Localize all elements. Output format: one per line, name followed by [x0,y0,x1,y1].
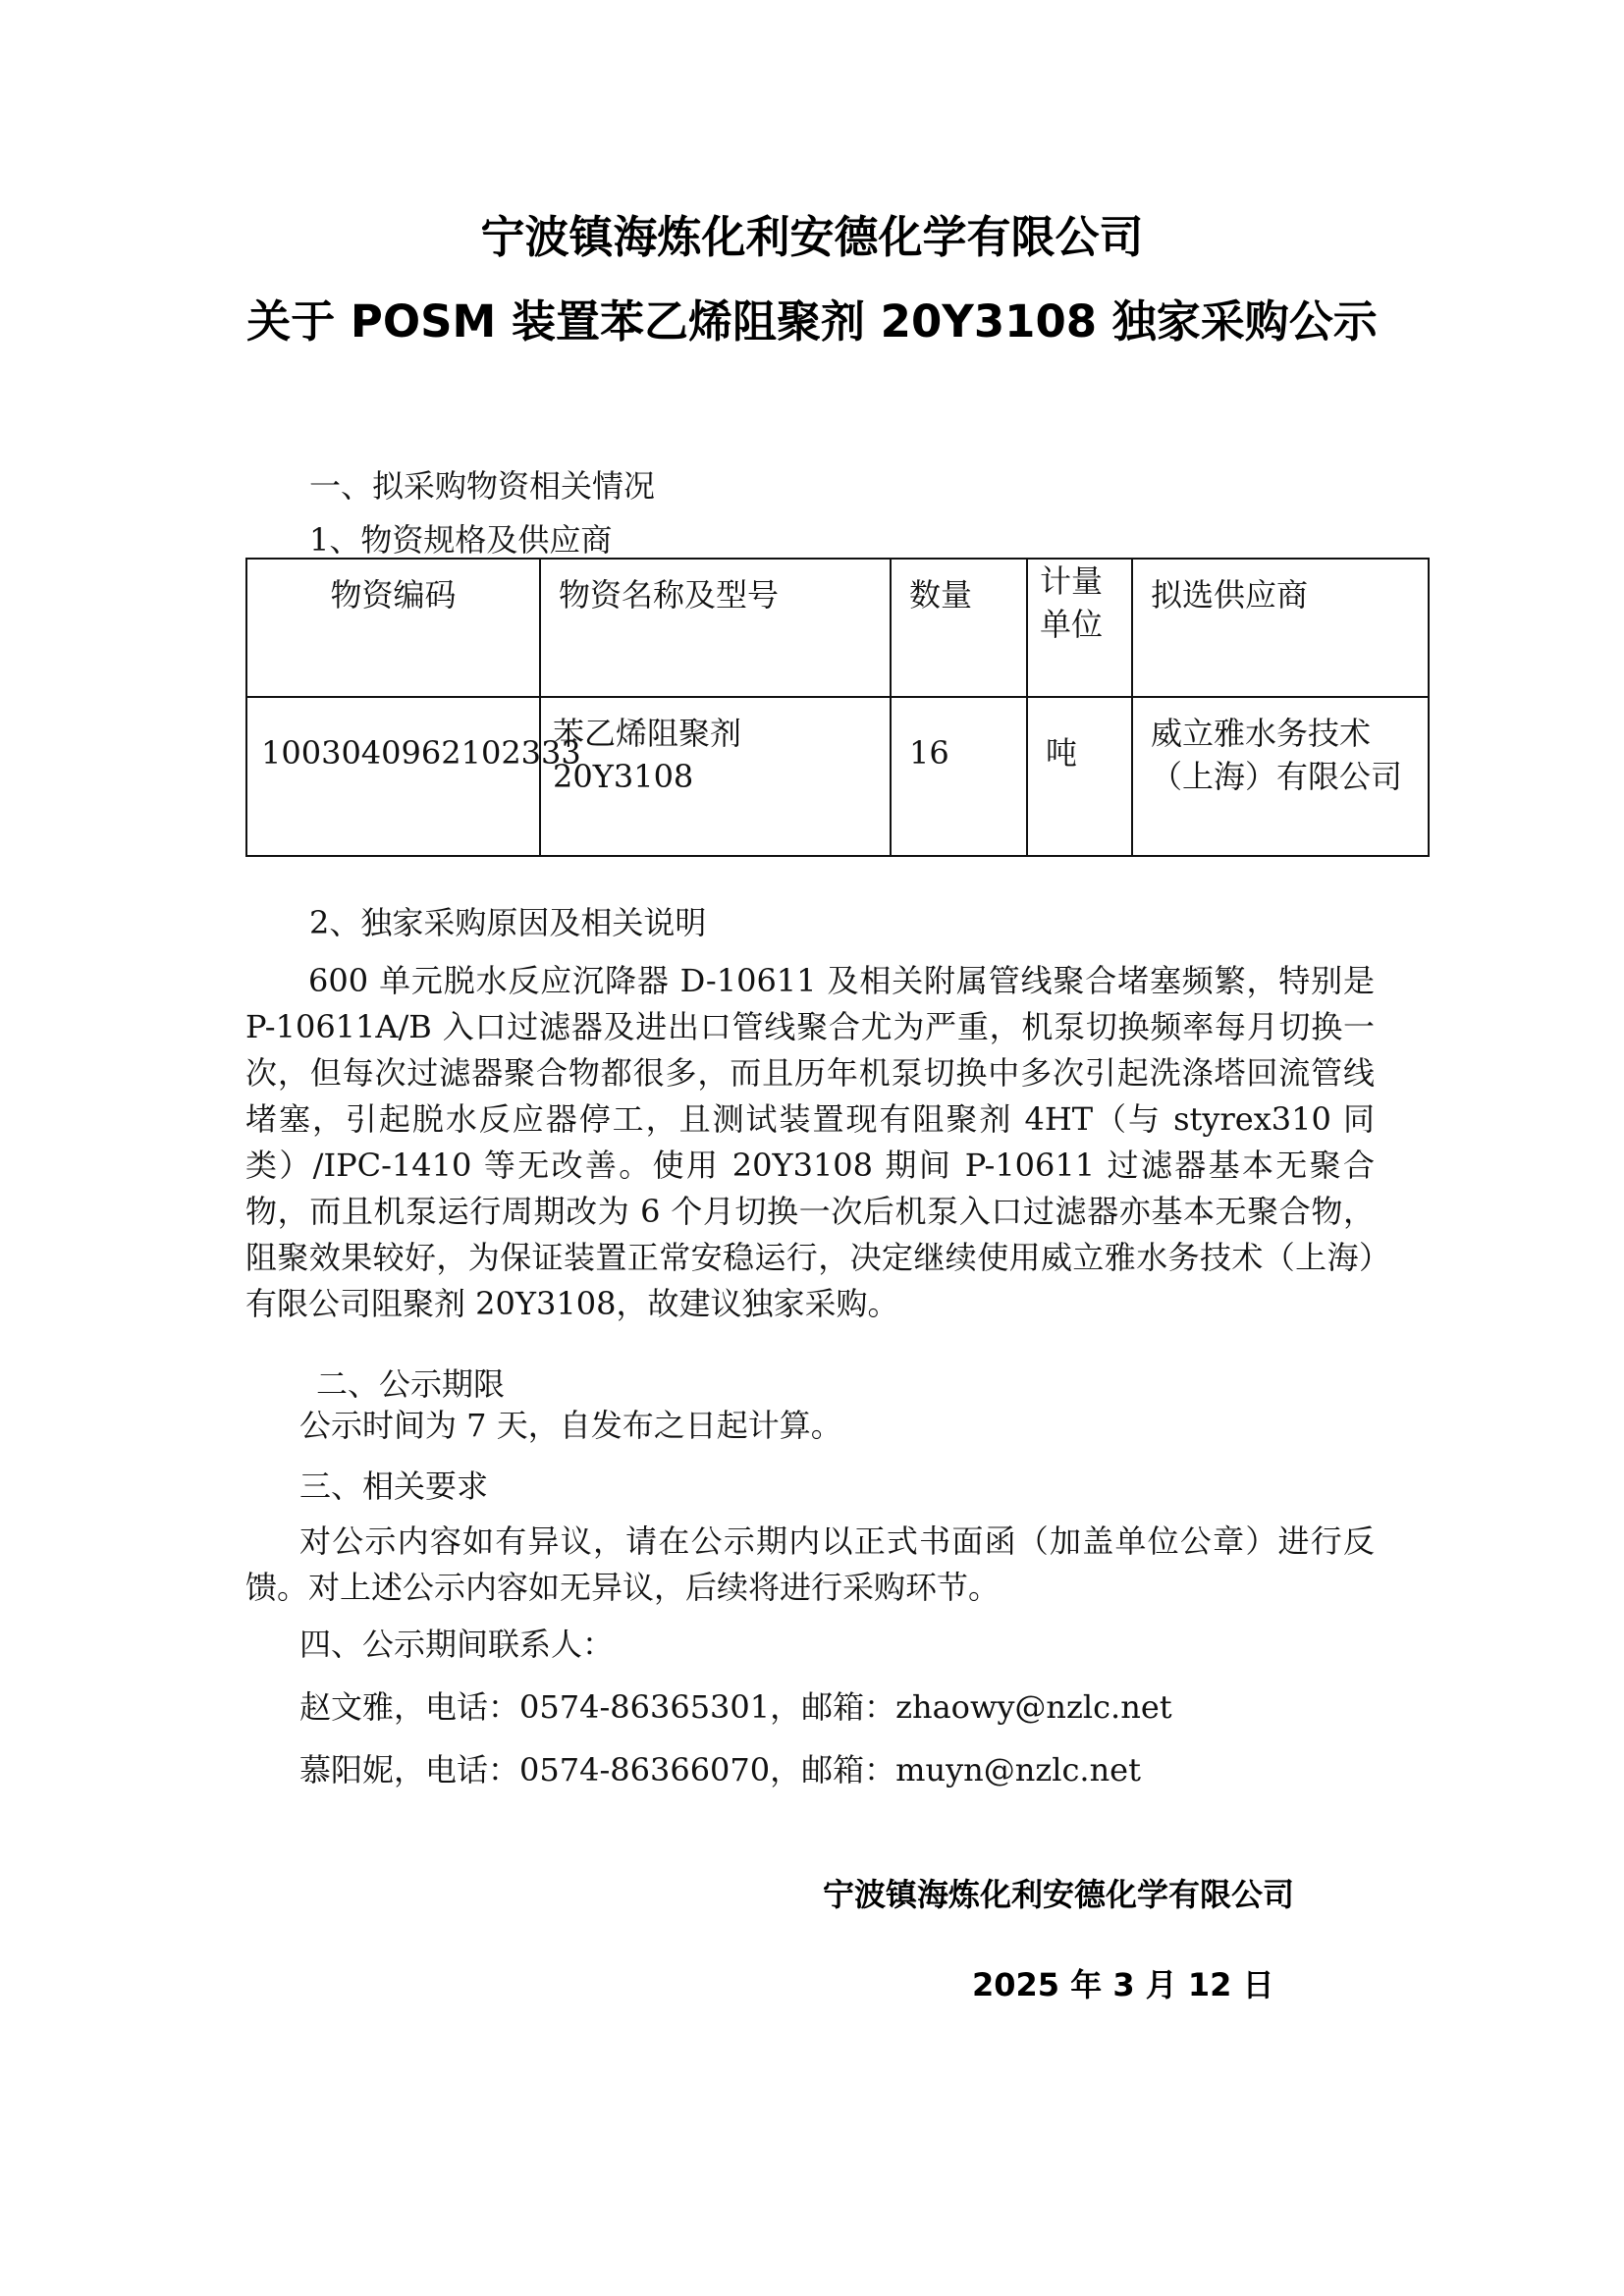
section2-text: 公示时间为 7 天，自发布之日起计算。 [299,1407,842,1444]
section3-heading: 三、相关要求 [299,1468,489,1505]
reason-paragraph: 600 单元脱水反应沉降器 D-10611 及相关附属管线聚合堵塞频繁，特别是P-10611A/B 入口过滤器及进出口管线聚合尤为严重，机泵切换频率每月切换一次，但每次过滤器聚合物都很多，而且历年机泵切换中多次引起洗涤塔回流管线堵塞，引起脱水反应器停工，且测试装置现有阻聚剂 4HT（与 styrex310 同类）/IPC-1410 等无改善。使用 20Y3108 期间 P-10611 过滤器基本无聚合物，而且机泵运行周期改为 6 个月切换一次后机泵入口过滤器亦基本无聚合物，阻聚效果较好，为保证装置正常安稳运行，决定继续使用威立雅水务技术（上海）有限公司阻聚剂 20Y3108，故建议独家采购。 [245,962,1375,1322]
notice-title: 关于 POSM 装置苯乙烯阻聚剂 20Y3108 独家采购公示 [246,295,1378,347]
cell-name: 苯乙烯阻聚剂 20Y3108 [540,697,891,856]
cell-unit: 吨 [1027,697,1132,856]
table-header-row [246,559,1429,697]
section4-heading: 四、公示期间联系人： [299,1626,615,1663]
section1-sub2-heading: 2、独家采购原因及相关说明 [309,904,707,941]
section3-text: 对公示内容如有异议，请在公示期内以正式书面函（加盖单位公章）进行反馈。对上述公示内容如无异议，后续将进行采购环节。 [245,1522,1375,1606]
materials-table [245,558,1430,857]
col-header-qty: 数量 [891,559,1027,697]
cell-code: 1003040962102333 [246,697,540,856]
signature-company: 宁波镇海炼化利安德化学有限公司 [823,1876,1295,1913]
col-header-code: 物资编码 [246,559,540,697]
section1-heading: 一、拟采购物资相关情况 [309,467,656,505]
signature-date: 2025 年 3 月 12 日 [972,1966,1274,2003]
contact-1: 赵文雅，电话：0574-86365301，邮箱：zhaowy@nzlc.net [299,1688,1172,1726]
col-header-name: 物资名称及型号 [540,559,891,697]
section1-sub1-heading: 1、物资规格及供应商 [309,521,613,559]
cell-supplier: 威立雅水务技术（上海）有限公司 [1132,697,1429,856]
col-header-unit: 计量单位 [1027,559,1132,697]
section2-heading: 二、公示期限 [316,1365,506,1403]
company-title: 宁波镇海炼化利安德化学有限公司 [480,211,1144,263]
contact-2: 慕阳妮，电话：0574-86366070，邮箱：muyn@nzlc.net [299,1751,1141,1789]
cell-qty: 16 [891,697,1027,856]
col-header-supplier: 拟选供应商 [1132,559,1429,697]
table-row [246,697,1429,856]
